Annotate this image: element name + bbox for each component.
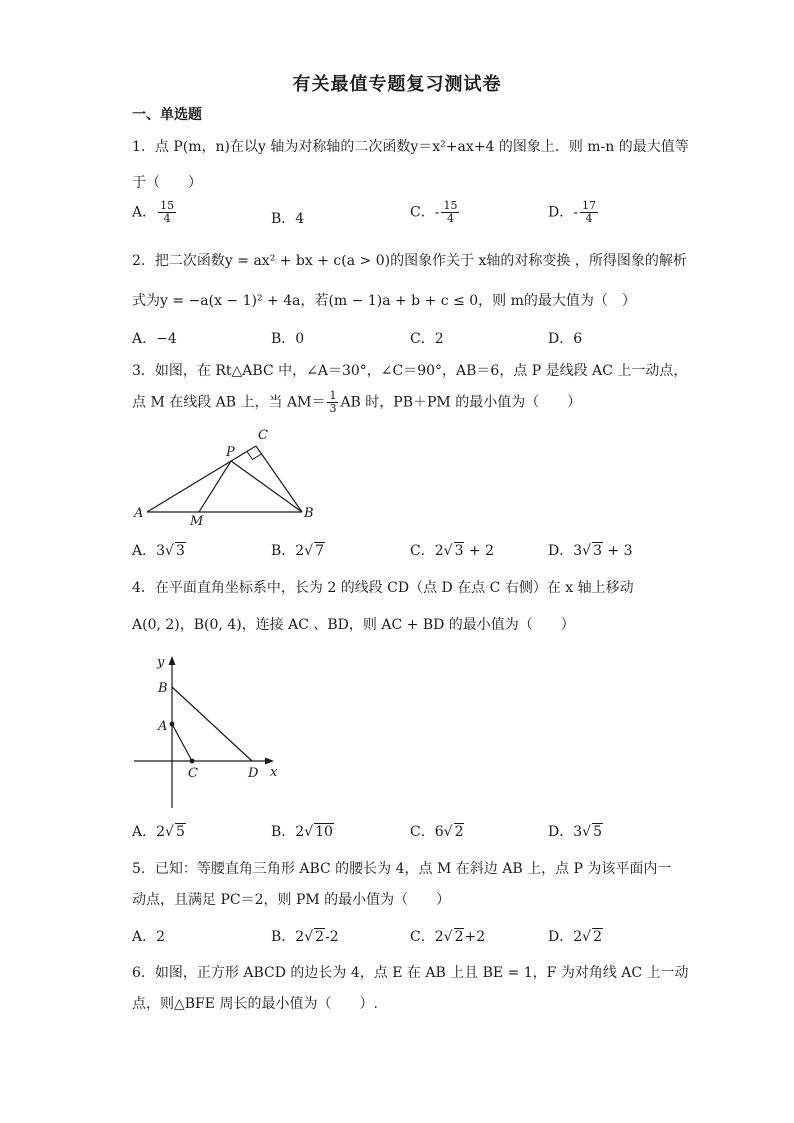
q5-option-b[interactable]: B．2√ 2-2: [271, 929, 339, 945]
q1-option-b[interactable]: B．4: [271, 211, 305, 227]
label-b: B: [304, 506, 314, 521]
section-heading: 一、单选题: [132, 107, 202, 123]
segment-bd: [172, 687, 252, 761]
q4-option-c[interactable]: C．6√ 2: [410, 824, 464, 840]
y-axis-arrow: [169, 656, 176, 665]
fraction-one-third: $\frac{1}{3}$: [329, 389, 337, 415]
label-m: M: [190, 514, 204, 529]
label-c: C: [258, 428, 268, 443]
label-p: P: [226, 445, 235, 460]
label-d: D: [248, 766, 259, 781]
question-2-line-1: 2．把二次函数y = ax² + bx + c(a > 0)的图象作关于 x轴的对称变换 ，所得图象的解析: [132, 253, 687, 269]
q4-option-b[interactable]: B．2√ 10: [271, 824, 333, 840]
q4-option-a[interactable]: A．2√ 5: [132, 824, 185, 840]
fraction: $\frac{15}{4}$: [443, 199, 458, 225]
page-title: 有关最值专题复习测试卷: [292, 74, 502, 95]
label-c: C: [188, 766, 198, 781]
question-2-line-2: 式为y = −a(x − 1)² + 4a，若(m − 1)a + b + c ≤ 0，则 m的最大值为（ ）: [132, 293, 636, 309]
question-3-line-1: 3．如图，在 Rt△ABC 中，∠A＝30°，∠C＝90°，AB＝6，点 P 是线段 AC 上一动点，: [132, 363, 688, 379]
q3-option-b[interactable]: B．2√ 7: [271, 543, 325, 559]
segment-cb: [256, 446, 302, 512]
question-5-line-2: 动点，且满足 PC＝2，则 PM 的最小值为（ ）: [132, 892, 451, 908]
segment-ac: [147, 446, 256, 512]
label-a: A: [158, 719, 168, 734]
question-1-line-1: 1．点 P(m，n)在以y 轴为对称轴的二次函数y＝x²+ax+4 的图象上．则 m-n 的最大值等: [132, 139, 689, 155]
label-y: y: [157, 655, 165, 670]
q3-option-c[interactable]: C．2√ 3 + 2: [410, 543, 495, 559]
q2-option-d[interactable]: D．6: [548, 331, 583, 347]
point-c: [190, 759, 195, 764]
figure-coordinate-plane: [130, 650, 290, 810]
question-4-line-2: A(0, 2)，B(0, 4)，连接 AC 、BD，则 AC + BD 的最小值为（ ）: [132, 617, 575, 633]
segment-ac: [172, 724, 192, 761]
question-3-line-2: 点 M 在线段 AB 上，当 AM＝ $\frac{1}{3}$ AB 时，PB＋PM 的最小值为（ ）: [132, 389, 582, 415]
segment-pm: [199, 461, 231, 512]
q3-option-d[interactable]: D．3√ 3 + 3: [548, 543, 633, 559]
q1-option-a[interactable]: A． $\frac{15}{4}$: [132, 199, 175, 225]
q4-option-d[interactable]: D．3√ 5: [548, 824, 602, 840]
question-6-line-2: 点，则△BFE 周长的最小值为（ ）.: [132, 996, 378, 1012]
q2-option-b[interactable]: B．0: [271, 331, 305, 347]
point-a: [170, 722, 175, 727]
q5-option-d[interactable]: D．2√ 2: [548, 929, 602, 945]
segment-pb: [231, 461, 302, 512]
label-b: B: [158, 681, 168, 696]
label-x: x: [270, 765, 278, 780]
q1-option-d[interactable]: D．- $\frac{17}{4}$: [548, 199, 596, 225]
q5-option-c[interactable]: C．2√ 2+2: [410, 929, 486, 945]
q2-option-c[interactable]: C．2: [410, 331, 444, 347]
question-6-line-1: 6．如图，正方形 ABCD 的边长为 4，点 E 在 AB 上且 BE = 1，F 为对角线 AC 上一动: [132, 965, 689, 981]
fraction: $\frac{15}{4}$: [160, 199, 175, 225]
figure-triangle-abc: [130, 425, 330, 530]
question-4-line-1: 4．在平面直角坐标系中，长为 2 的线段 CD（点 D 在点 C 右侧）在 x 轴上移动: [132, 580, 634, 596]
question-1-line-2: 于（ ）: [132, 175, 202, 191]
fraction: $\frac{17}{4}$: [581, 199, 596, 225]
q1-option-c[interactable]: C．- $\frac{15}{4}$: [410, 199, 458, 225]
q2-option-a[interactable]: A．−4: [132, 331, 177, 347]
q5-option-a[interactable]: A．2: [132, 929, 166, 945]
label-a: A: [134, 506, 144, 521]
right-angle-mark: [247, 452, 262, 460]
x-axis-arrow: [265, 758, 274, 765]
question-5-line-1: 5．已知：等腰直角三角形 ABC 的腰长为 4，点 M 在斜边 AB 上，点 P 为该平面内一: [132, 861, 672, 877]
q3-option-a[interactable]: A．3√ 3: [132, 543, 185, 559]
